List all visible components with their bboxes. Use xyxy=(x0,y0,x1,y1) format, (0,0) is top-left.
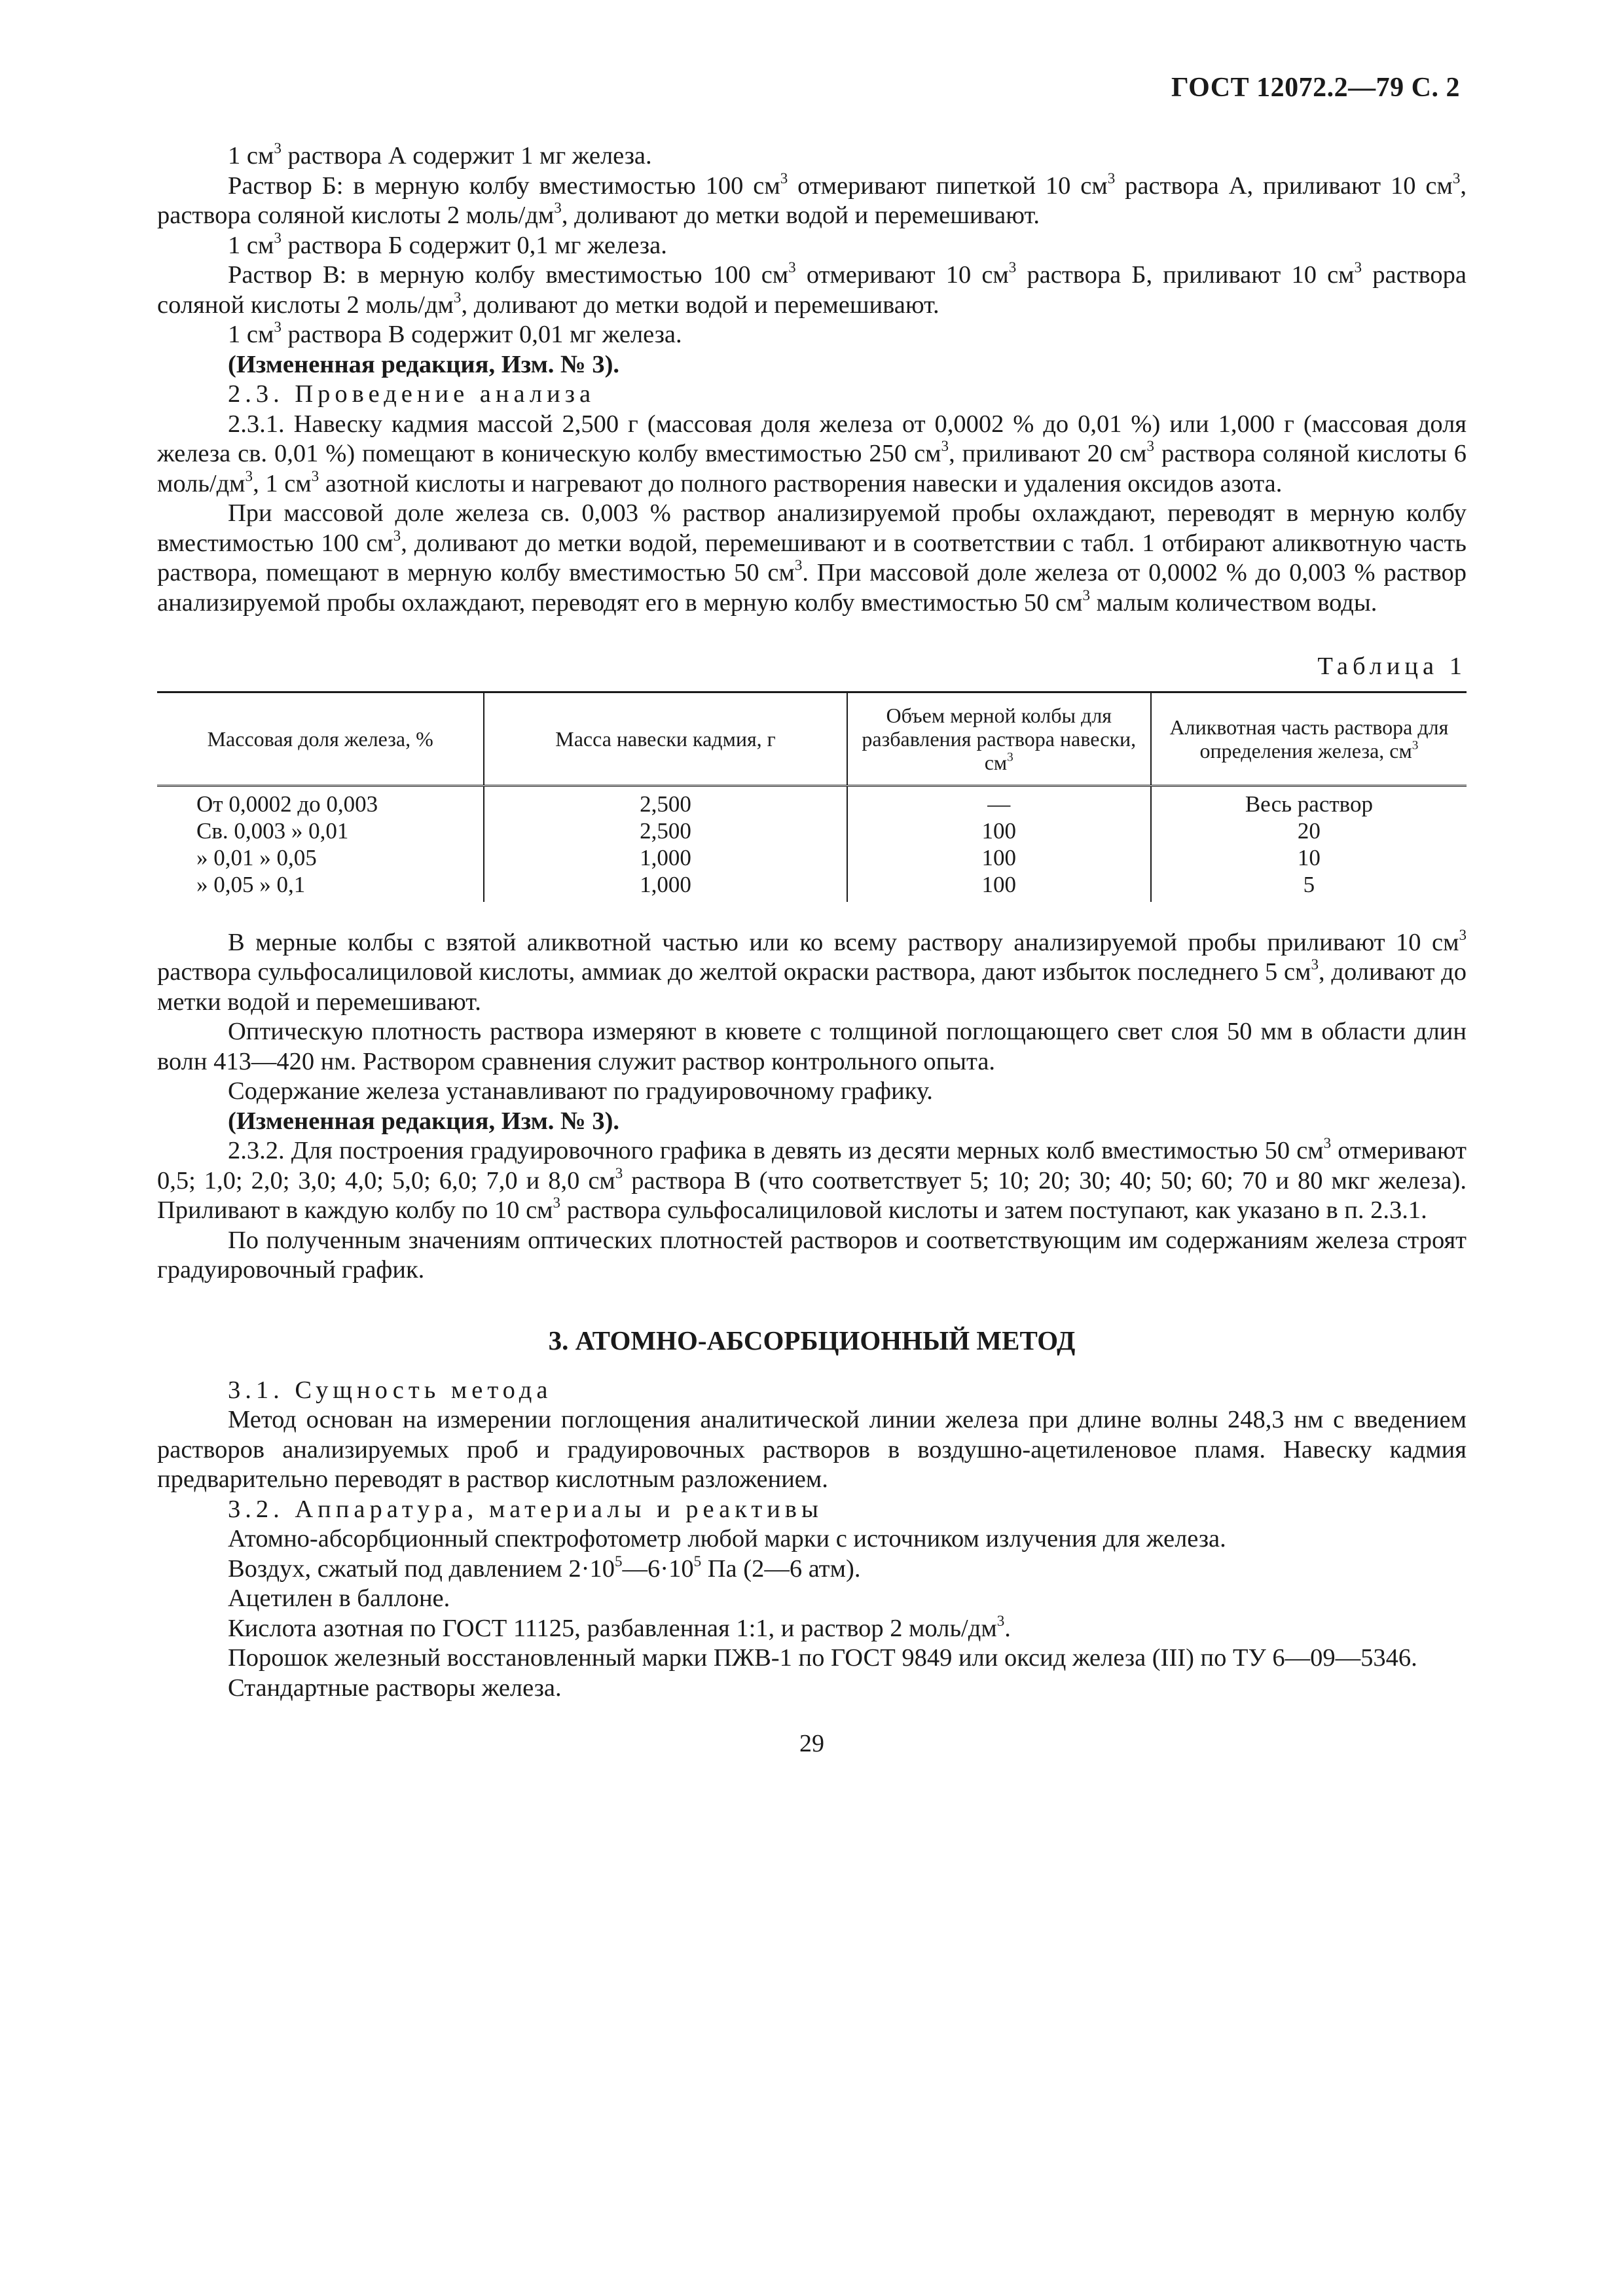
table-row xyxy=(157,785,1467,817)
paragraph: При массовой доле железа св. 0,003 % раствор анализируемой пробы охлаждают, переводят в мерную колбу вместимостью 100 $см^3$, доливают до метки водой, перемешивают и в соответствии с табл. 1 отбирают аликвотную часть раствора, помещают в мерную колбу вместимостью 50 $см^3$. При массовой доле железа от 0,0002 % до 0,003 % раствор анализируемой пробы охлаждают, переводят его в мерную колбу вместимостью 50 $см^3$ малым количеством воды. xyxy=(157,499,1467,617)
paragraph: 1 $см^3$ раствора А содержит 1 мг железа. xyxy=(228,139,652,170)
table-cell: » 0,05 » 0,1 xyxy=(196,871,306,897)
table-header-cell: Аликвотная часть раствора для определения железа, $см^3$ xyxy=(1151,692,1467,785)
data-table xyxy=(157,691,1467,902)
table-cell: 20 xyxy=(1151,817,1467,844)
page-header: ГОСТ 12072.2—79 С. 2 xyxy=(1171,73,1460,103)
table-row xyxy=(157,871,1467,902)
amendment-note: (Измененная редакция, Изм. № 3). xyxy=(228,350,620,378)
subsection-heading: 2.3. Проведение анализа xyxy=(228,380,596,408)
document-page xyxy=(157,65,1467,2225)
paragraph: Раствор В: в мерную колбу вместимостью 100 $см^3$ отмеривают 10 $см^3$ раствора Б, приливают 10 $см^3$ раствора соляной кислоты 2 моль/$дм^3$, доливают до метки водой и перемешивают. xyxy=(157,258,1467,319)
section-title: 3. АТОМНО-АБСОРБЦИОННЫЙ МЕТОД xyxy=(548,1325,1076,1355)
list-item: Ацетилен в баллоне. xyxy=(228,1585,450,1612)
paragraph: Содержание железа устанавливают по градуировочному графику. xyxy=(228,1077,933,1105)
table-cell: 10 xyxy=(1151,844,1467,871)
after-table-paragraphs xyxy=(157,925,1467,1107)
table-cell: 1,000 xyxy=(484,871,847,902)
table-cell: 100 xyxy=(847,817,1151,844)
page-number: 29 xyxy=(799,1730,824,1757)
calibration-paragraphs xyxy=(157,1136,1467,1285)
table-cell: — xyxy=(847,785,1151,817)
list-item: Кислота азотная по ГОСТ 11125, разбавленная 1:1, и раствор 2 моль/$дм^3$. xyxy=(228,1611,1011,1642)
subsection-heading: 3.1. Сущность метода xyxy=(228,1376,553,1404)
paragraph: 2.3.1. Навеску кадмия массой 2,500 г (массовая доля железа от 0,0002 % до 0,01 %) или 1,000 г (массовая доля железа св. 0,01 %) помещают в коническую колбу вместимостью 250 $см^3$, приливают 20 $см^3$ раствора соляной кислоты 6 моль/$дм^3$, 1 $см^3$ азотной кислоты и нагревают до полного растворения навески и удаления оксидов азота. xyxy=(157,410,1467,497)
equipment-list xyxy=(157,1524,1467,1703)
paragraph: По полученным значениям оптических плотностей растворов и соответствующим им содержаниям железа строят градуировочный график. xyxy=(157,1226,1467,1283)
list-item: Воздух, сжатый под давлением $2\cdot 10^5—6\cdot 10^5$ Па (2—6 атм). xyxy=(228,1552,861,1583)
procedure-paragraphs xyxy=(157,410,1467,619)
table-row xyxy=(157,844,1467,871)
table-cell: Весь раствор xyxy=(1151,785,1467,817)
subsection-heading: 3.2. Аппаратура, материалы и реактивы xyxy=(228,1495,823,1523)
table-header-row xyxy=(157,692,1467,785)
list-item: Стандартные растворы железа. xyxy=(228,1674,562,1702)
table-cell: 100 xyxy=(847,871,1151,902)
paragraph: Оптическую плотность раствора измеряют в кювете с толщиной поглощающего свет слоя 50 мм в области длин волн 413—420 нм. Раствором сравнения служит раствор контрольного опыта. xyxy=(157,1018,1467,1075)
table-cell: 1,000 xyxy=(484,844,847,871)
table-caption: Таблица 1 xyxy=(1317,653,1467,680)
list-item: Атомно-абсорбционный спектрофотометр любой марки с источником излучения для железа. xyxy=(228,1525,1226,1552)
table-cell: 2,500 xyxy=(484,817,847,844)
table-header-cell: Массовая доля железа, % xyxy=(157,692,484,785)
table-header-cell: Масса навески кадмия, г xyxy=(484,692,847,785)
amendment-note: (Измененная редакция, Изм. № 3). xyxy=(228,1107,620,1135)
table-cell: 5 xyxy=(1151,871,1467,902)
table-row xyxy=(157,817,1467,844)
table-cell: » 0,01 » 0,05 xyxy=(196,844,317,870)
table-cell: От 0,0002 до 0,003 xyxy=(196,791,378,817)
paragraph: 2.3.2. Для построения градуировочного графика в девять из десяти мерных колб вместимостью 50 $см^3$ отмеривают 0,5; 1,0; 2,0; 3,0; 4,0; 5,0; 6,0; 7,0 и 8,0 $см^3$ раствора В (что соответствует 5; 10; 20; 30; 40; 50; 60; 70 и 80 мкг железа). Приливают в каждую колбу по 10 $см^3$ раствора сульфосалициловой кислоты и затем поступают, как указано в п. 2.3.1. xyxy=(157,1134,1467,1224)
table-cell: 100 xyxy=(847,844,1151,871)
paragraph: В мерные колбы с взятой аликвотной частью или ко всему раствору анализируемой пробы приливают 10 $см^3$ раствора сульфосалициловой кислоты, аммиак до желтой окраски раствора, дают избыток последнего 5 $см^3$, доливают до метки водой и перемешивают. xyxy=(157,925,1467,1016)
table-cell: Св. 0,003 » 0,01 xyxy=(196,817,349,844)
method-paragraph: Метод основан на измерении поглощения аналитической линии железа при длине волны 248,3 нм с введением растворов анализируемых проб и градуировочных растворов в воздушно-ацетиленовое пламя. Навеску кадмия предварительно переводят в раствор кислотным разложением. xyxy=(157,1406,1467,1493)
table-header-cell: Объем мерной колбы для разбавления раствора навески, $см^3$ xyxy=(847,692,1151,785)
paragraph: 1 $см^3$ раствора Б содержит 0,1 мг железа. xyxy=(228,228,667,259)
top-paragraphs xyxy=(157,141,1467,350)
document-body xyxy=(157,141,1467,1703)
paragraph: 1 $см^3$ раствора В содержит 0,01 мг железа. xyxy=(228,317,682,348)
table-cell: 2,500 xyxy=(484,785,847,817)
paragraph: Раствор Б: в мерную колбу вместимостью 100 $см^3$ отмеривают пипеткой 10 $см^3$ раствора А, приливают 10 $см^3$, раствора соляной кислоты 2 моль/$дм^3$, доливают до метки водой и перемешивают. xyxy=(157,169,1467,229)
list-item: Порошок железный восстановленный марки ПЖВ-1 по ГОСТ 9849 или оксид железа (III) по ТУ 6—09—5346. xyxy=(228,1644,1417,1672)
